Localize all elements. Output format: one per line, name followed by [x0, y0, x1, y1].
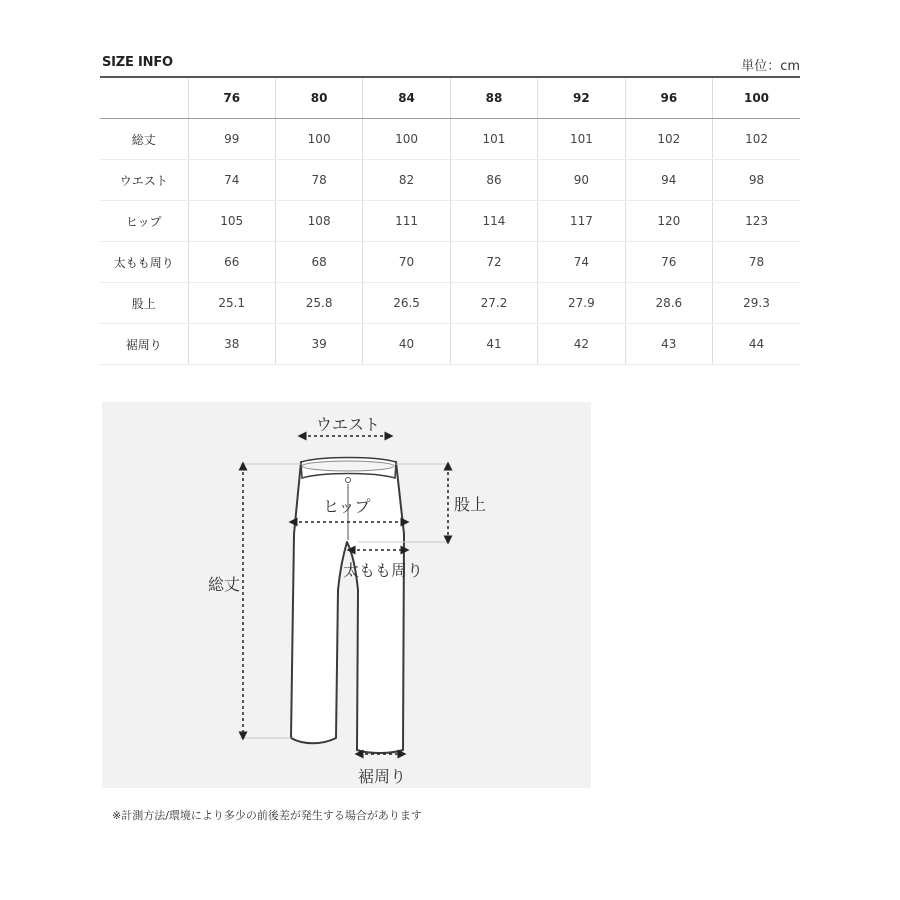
table-cell: 44	[713, 324, 800, 365]
size-info-title: SIZE INFO	[102, 55, 173, 70]
column-header	[100, 77, 188, 119]
column-header: 80	[275, 77, 362, 119]
table-cell: 39	[275, 324, 362, 365]
measurement-diagram	[102, 402, 591, 788]
table-cell: 100	[275, 119, 362, 160]
table-cell: 100	[363, 119, 450, 160]
table-cell: 101	[538, 119, 625, 160]
table-cell: 90	[538, 160, 625, 201]
measurement-note: ※計測方法/環境により多少の前後差が発生する場合があります	[112, 809, 422, 822]
table-row	[100, 160, 800, 201]
table-cell: 111	[363, 201, 450, 242]
table-header-row	[100, 77, 800, 119]
table-cell: 117	[538, 201, 625, 242]
hem-label: 裾周り	[358, 767, 407, 786]
column-header: 96	[625, 77, 712, 119]
table-cell: 105	[188, 201, 275, 242]
table-cell: 99	[188, 119, 275, 160]
table-cell: 26.5	[363, 283, 450, 324]
table-cell: 114	[450, 201, 537, 242]
table-cell: 41	[450, 324, 537, 365]
table-cell: 76	[625, 242, 712, 283]
table-row	[100, 201, 800, 242]
length-label: 総丈	[208, 575, 241, 594]
table-cell: 120	[625, 201, 712, 242]
table-cell: 38	[188, 324, 275, 365]
table-row	[100, 283, 800, 324]
table-row	[100, 242, 800, 283]
row-label: ヒップ	[100, 201, 188, 242]
table-cell: 82	[363, 160, 450, 201]
column-header: 92	[538, 77, 625, 119]
table-cell: 108	[275, 201, 362, 242]
table-cell: 42	[538, 324, 625, 365]
column-header: 76	[188, 77, 275, 119]
table-cell: 94	[625, 160, 712, 201]
row-label: 太もも周り	[100, 242, 188, 283]
waistband-inner	[302, 461, 394, 471]
table-cell: 25.8	[275, 283, 362, 324]
table-cell: 40	[363, 324, 450, 365]
table-cell: 25.1	[188, 283, 275, 324]
table-row	[100, 324, 800, 365]
column-header: 100	[713, 77, 800, 119]
table-cell: 68	[275, 242, 362, 283]
table-cell: 86	[450, 160, 537, 201]
table-cell: 123	[713, 201, 800, 242]
table-cell: 101	[450, 119, 537, 160]
row-label: ウエスト	[100, 160, 188, 201]
table-cell: 28.6	[625, 283, 712, 324]
table-cell: 66	[188, 242, 275, 283]
table-cell: 78	[713, 242, 800, 283]
thigh-label: 太もも周り	[343, 561, 424, 580]
row-label: 裾周り	[100, 324, 188, 365]
table-cell: 27.2	[450, 283, 537, 324]
size-table	[100, 76, 800, 365]
table-cell: 98	[713, 160, 800, 201]
waist-label: ウエスト	[316, 415, 381, 434]
table-cell: 78	[275, 160, 362, 201]
table-cell: 102	[713, 119, 800, 160]
table-cell: 43	[625, 324, 712, 365]
table-cell: 74	[538, 242, 625, 283]
table-row	[100, 119, 800, 160]
row-label: 股上	[100, 283, 188, 324]
table-cell: 102	[625, 119, 712, 160]
table-cell: 70	[363, 242, 450, 283]
rise-label: 股上	[454, 495, 487, 514]
column-header: 84	[363, 77, 450, 119]
table-cell: 72	[450, 242, 537, 283]
hip-label: ヒップ	[323, 497, 371, 516]
table-cell: 29.3	[713, 283, 800, 324]
column-header: 88	[450, 77, 537, 119]
unit-label: 単位：cm	[741, 59, 800, 74]
row-label: 総丈	[100, 119, 188, 160]
pants-illustration	[102, 402, 591, 788]
table-cell: 74	[188, 160, 275, 201]
table-cell: 27.9	[538, 283, 625, 324]
